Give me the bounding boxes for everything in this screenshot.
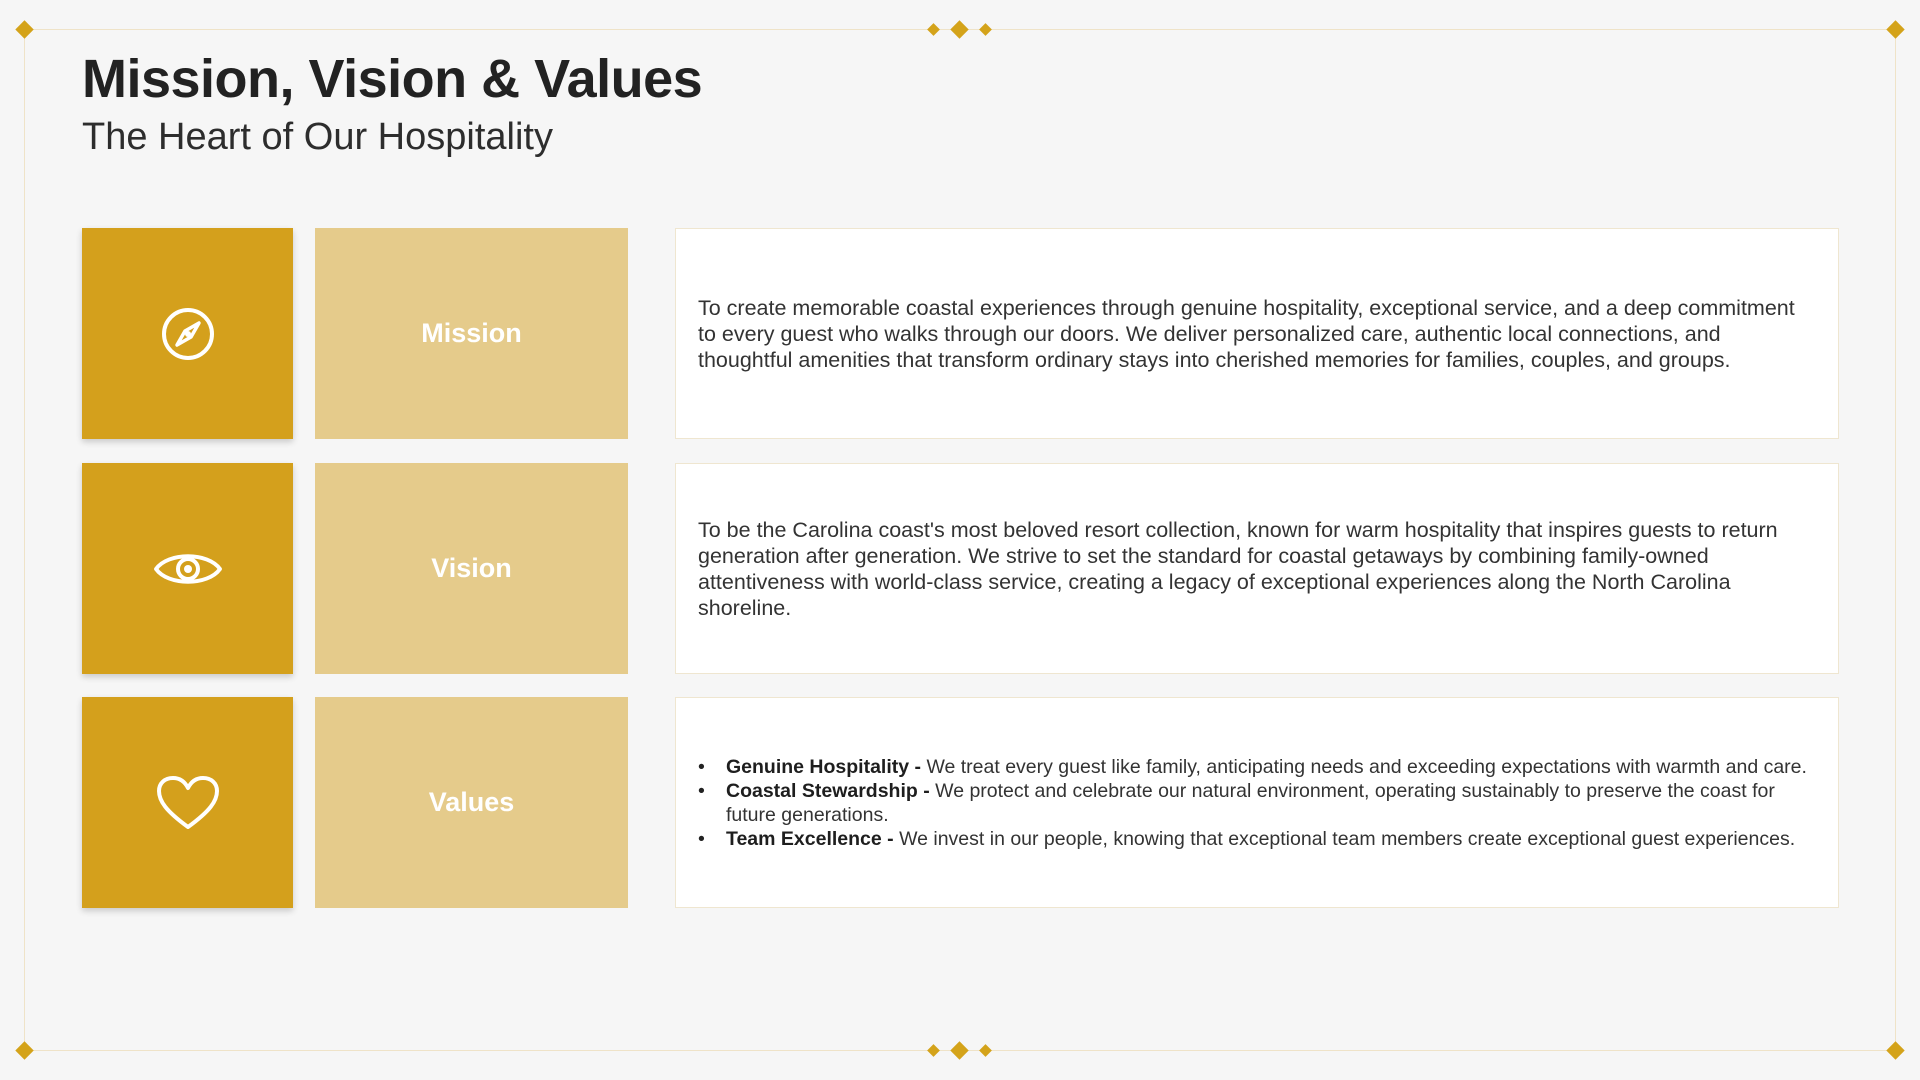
vision-text: To be the Carolina coast's most beloved resort collection, known for warm hospitality that inspires guests to return generation after generation. We strive to set the standard for coastal getaways by combining family-owned attentiveness with world-class service, creating a legacy of exceptional experiences along the North Carolina shoreline. (698, 517, 1778, 620)
corner-diamond-icon (15, 1041, 33, 1059)
corner-diamond-icon (1886, 20, 1904, 38)
page-title: Mission, Vision & Values (82, 49, 703, 109)
value-description: We invest in our people, knowing that exceptional team members create exceptional guest experiences. (899, 827, 1796, 850)
compass-icon (160, 306, 216, 362)
vision-label: Vision (315, 463, 628, 674)
heart-icon (156, 775, 220, 831)
frame-left-line (24, 29, 25, 1051)
ornament-diamond-icon (979, 23, 992, 36)
ornament-diamond-icon (927, 23, 940, 36)
corner-diamond-icon (1886, 1041, 1904, 1059)
value-term: Genuine Hospitality - (726, 755, 927, 778)
mission-label: Mission (315, 228, 628, 439)
vision-text-card (675, 463, 1839, 674)
ornament-diamond-icon (950, 1041, 968, 1059)
values-row (82, 697, 1839, 908)
value-term: Coastal Stewardship - (726, 779, 936, 802)
value-description: We protect and celebrate our natural environment, operating sustainably to preserve the coast for future generations. (726, 779, 1775, 826)
value-term: Team Excellence - (726, 827, 900, 850)
values-list (698, 755, 1816, 851)
ornament-diamond-icon (927, 1044, 940, 1057)
mission-text-card (675, 228, 1839, 439)
vision-icon-tile (82, 463, 293, 674)
mission-text: To create memorable coastal experiences through genuine hospitality, exceptional service, and a deep commitment to every guest who walks through our doors. We deliver personalized care, authentic local connections, and thoughtful amenities that transform ordinary stays into cherished memories for families, couples, and groups. (698, 295, 1795, 372)
page-subtitle: The Heart of Our Hospitality (82, 116, 553, 158)
mission-icon-tile (82, 228, 293, 439)
values-text-card (675, 697, 1839, 908)
value-description: We treat every guest like family, anticipating needs and exceeding expectations with warmth and care. (926, 755, 1807, 778)
values-label: Values (315, 697, 628, 908)
list-item (726, 755, 1816, 779)
mission-row (82, 228, 1839, 439)
frame-right-line (1895, 29, 1896, 1051)
list-item (726, 827, 1816, 851)
list-item (726, 779, 1816, 827)
vision-row (82, 463, 1839, 674)
ornament-diamond-icon (950, 20, 968, 38)
corner-diamond-icon (15, 20, 33, 38)
eye-icon (153, 549, 223, 589)
ornament-diamond-icon (979, 1044, 992, 1057)
values-icon-tile (82, 697, 293, 908)
